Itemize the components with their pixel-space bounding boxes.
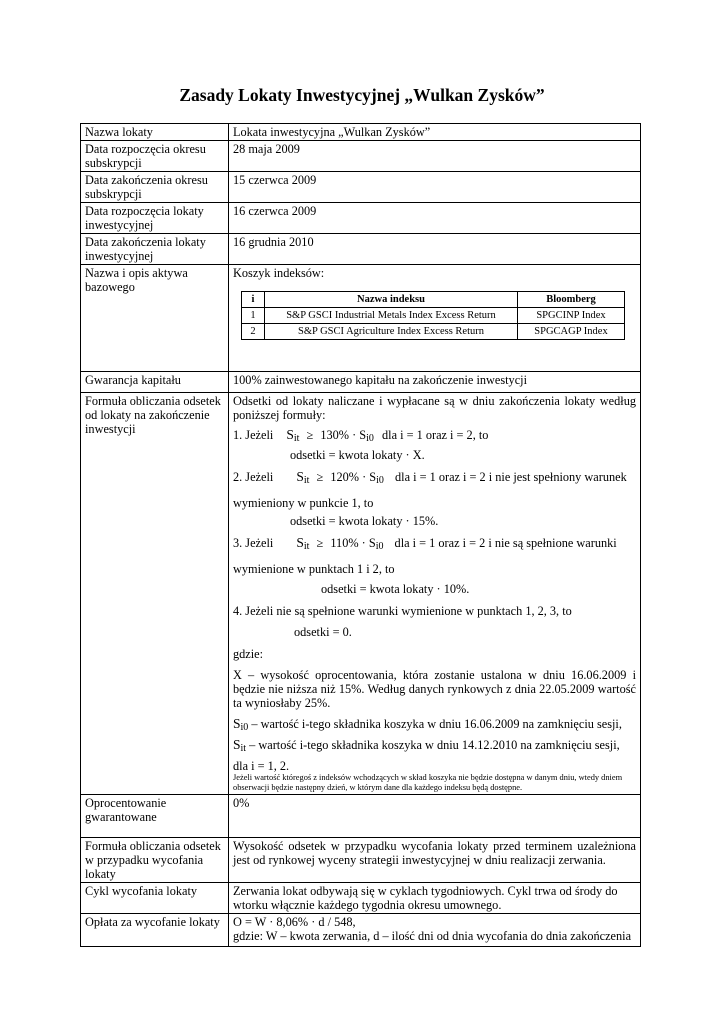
row-early-withdrawal-formula [81,838,641,883]
value-guaranteed-rate: 0% [229,795,641,838]
condition-3-post: dla i = 1 oraz i = 2 i nie są spełnione warunki [394,536,617,550]
condition-3-mid [330,536,383,550]
condition-2-rel: ≥ [316,470,324,484]
index-number: 1 [242,308,265,324]
value-deposit-start: 16 czerwca 2009 [229,203,641,234]
sit-text: – wartość i-tego składnika koszyka w dniu 14.12.2010 na zamknięciu sesji, [246,738,620,752]
condition-2-s-sub: it [303,475,310,486]
condition-3-rel: ≥ [316,536,324,550]
label-deposit-start: Data rozpoczęcia lokaty inwestycyjnej [81,203,229,234]
index-table-header [242,292,625,308]
condition-3-mid-text: 110% · S [330,536,376,550]
row-interest-formula [81,393,641,795]
fee-formula: O = W · 8,06% · d / 548, [233,915,356,929]
index-ticker: SPGCAGP Index [518,324,625,340]
condition-2-post: dla i = 1 oraz i = 2 i nie jest spełniony warunek [395,470,627,484]
condition-2 [233,470,636,490]
label-capital-guarantee: Gwarancja kapitału [81,372,229,393]
document-title: Zasady Lokaty Inwestycyjnej „Wulkan Zysków” [179,85,545,105]
si0-text: – wartość i-tego składnika koszyka w dniu 16.06.2009 na zamknięciu sesji, [248,717,622,731]
table-row [242,324,625,340]
table-row [242,308,625,324]
fee-definitions: gdzie: W – kwota zerwania, d – ilość dni od dnia wycofania do dnia zakończenia [233,929,632,943]
condition-1-rel: ≥ [306,428,314,442]
si0-symbol-text: S [233,716,241,731]
value-subscription-end: 15 czerwca 2009 [229,172,641,203]
row-name [81,124,641,141]
condition-3-mid-sub: i0 [375,541,384,552]
value-withdrawal-cycle: Zerwania lokat odbywają się w cyklach tygodniowych. Cykl trwa od środy do wtorku włącznie każdego tygodnia okresu umownego. [229,883,641,914]
index-number: 2 [242,324,265,340]
sit-symbol-sub: it [240,743,247,754]
value-capital-guarantee: 100% zainwestowanego kapitału na zakończenie inwestycji [229,372,641,393]
header-bloomberg: Bloomberg [518,292,625,308]
row-withdrawal-cycle [81,883,641,914]
label-guaranteed-rate: Oprocentowanie gwarantowane [81,795,229,838]
condition-2-continuation: wymieniony w punkcie 1, to [233,496,374,510]
condition-1-s-sub: it [293,433,300,444]
value-subscription-start: 28 maja 2009 [229,141,641,172]
condition-2-mid [330,470,384,484]
label-early-withdrawal-formula: Formuła obliczania odsetek w przypadku wycofania lokaty [81,838,229,883]
basket-intro: Koszyk indeksów: [233,266,325,280]
index-table [241,291,625,340]
condition-3-s [296,535,309,550]
result-2: odsetki = kwota lokaty · 15%. [290,514,439,528]
header-index-name: Nazwa indeksu [265,292,518,308]
label-deposit-end: Data zakończenia lokaty inwestycyjnej [81,234,229,265]
value-deposit-end: 16 grudnia 2010 [229,234,641,265]
condition-4: 4. Jeżeli nie są spełnione warunki wymienione w punktach 1, 2, 3, to [233,604,572,618]
condition-3-prefix: 3. Jeżeli [233,536,274,550]
terms-table [80,123,641,947]
row-withdrawal-fee [81,914,641,947]
row-guaranteed-rate [81,795,641,838]
sit-symbol [233,737,246,752]
condition-1-mid [320,428,374,442]
condition-1-mid-text: 130% · S [320,428,367,442]
si0-symbol-sub: i0 [240,722,249,733]
result-1: odsetki = kwota lokaty · X. [290,448,425,462]
sit-definition [233,738,636,756]
condition-1-s [286,427,299,442]
index-ticker: SPGCINP Index [518,308,625,324]
si0-symbol [233,716,248,731]
row-subscription-start [81,141,641,172]
condition-3 [233,536,636,556]
i-definition: dla i = 1, 2. [233,759,290,773]
si0-definition [233,717,636,735]
x-definition: X – wysokość oprocentowania, która zostanie ustalona w dniu 16.06.2009 i będzie nie niższa niż 15%. Według danych rynkowych z dnia 22.05.2009 wartość ta wyniosłaby 25%. [233,668,636,710]
condition-1 [233,428,636,448]
sit-symbol-text: S [233,737,241,752]
label-name: Nazwa lokaty [81,124,229,141]
formula-intro: Odsetki od lokaty naliczane i wypłacane są w dniu zakończenia lokaty według poniższej formuły: [233,394,636,422]
result-4: odsetki = 0. [294,625,352,639]
label-underlying-asset: Nazwa i opis aktywa bazowego [81,265,229,372]
value-interest-formula [229,393,641,795]
condition-3-s-text: S [296,535,304,550]
value-underlying-asset [229,265,641,372]
label-withdrawal-fee: Opłata za wycofanie lokaty [81,914,229,947]
condition-2-prefix: 2. Jeżeli [233,470,274,484]
row-deposit-end [81,234,641,265]
row-deposit-start [81,203,641,234]
label-withdrawal-cycle: Cykl wycofania lokaty [81,883,229,914]
header-i: i [242,292,265,308]
condition-1-mid-sub: i0 [366,433,374,444]
result-3: odsetki = kwota lokaty · 10%. [321,582,470,596]
value-name: Lokata inwestycyjna „Wulkan Zysków” [229,124,641,141]
condition-2-s [296,469,309,484]
condition-1-prefix: 1. Jeżeli [233,428,274,442]
condition-2-mid-sub: i0 [376,475,384,486]
condition-1-post: dla i = 1 oraz i = 2, to [382,428,489,442]
condition-2-mid-text: 120% · S [330,470,377,484]
condition-3-continuation: wymienione w punktach 1 i 2, to [233,562,395,576]
label-interest-formula: Formuła obliczania odsetek od lokaty na zakończenie inwestycji [81,393,229,795]
label-subscription-start: Data rozpoczęcia okresu subskrypcji [81,141,229,172]
value-withdrawal-fee [229,914,641,947]
condition-1-s-text: S [286,427,294,442]
index-name: S&P GSCI Agriculture Index Excess Return [265,324,518,340]
row-subscription-end [81,172,641,203]
value-early-withdrawal-formula: Wysokość odsetek w przypadku wycofania lokaty przed terminem uzależniona jest od rynkowej wyceny strategii inwestycyjnej w dniu realizacji zerwania. [229,838,641,883]
index-name: S&P GSCI Industrial Metals Index Excess Return [265,308,518,324]
label-subscription-end: Data zakończenia okresu subskrypcji [81,172,229,203]
where-label: gdzie: [233,647,264,661]
footnote: Jeżeli wartość któregoś z indeksów wchodzących w skład koszyka nie będzie dostępna w danym dniu, wtedy dniem obserwacji będzie następny dzień, w którym dane dla każdego indeksu będą dostępne. [233,773,623,792]
row-capital-guarantee [81,372,641,393]
condition-3-s-sub: it [303,541,310,552]
condition-2-s-text: S [296,469,304,484]
row-underlying-asset [81,265,641,372]
